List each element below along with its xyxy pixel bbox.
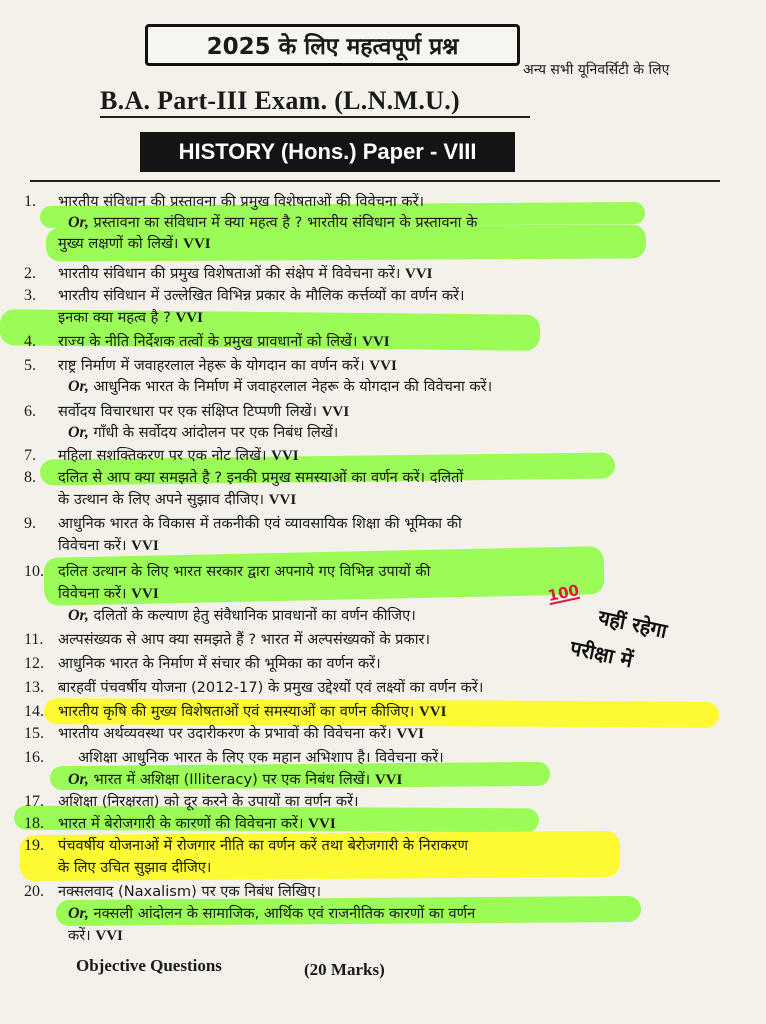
question-number: 9. xyxy=(24,515,36,532)
objective-questions-heading: Objective Questions xyxy=(76,956,222,975)
question-text: विवेचना करें। xyxy=(58,585,127,602)
vvi-tag: VVI xyxy=(418,704,447,720)
vvi-tag: VVI xyxy=(131,586,159,602)
question-text: मुख्य लक्षणों को लिखें। xyxy=(58,235,179,252)
vvi-tag: VVI xyxy=(268,492,297,508)
question-text: के लिए उचित सुझाव दीजिए। xyxy=(58,859,212,876)
question-text-line xyxy=(58,402,349,422)
side-note: अन्य सभी यूनिवर्सिटी के लिए xyxy=(523,62,670,78)
question-text: दलित उत्थान के लिए भारत सरकार द्वारा अपनाये गए विभिन्न उपायों की xyxy=(58,563,431,580)
or-label: Or, xyxy=(68,424,89,441)
or-label: Or, xyxy=(68,214,89,231)
vvi-tag: VVI xyxy=(362,334,390,350)
question-number: 5. xyxy=(24,357,36,374)
question-text: आधुनिक भारत के निर्माण में जवाहरलाल नेहरू के योगदान की विवेचना करें। xyxy=(93,378,493,395)
handwritten-note-line2: परीक्षा में xyxy=(568,635,635,673)
question-number: 6. xyxy=(24,403,36,420)
vvi-tag: VVI xyxy=(308,816,336,832)
question-text: अशिक्षा (निरक्षरता) को दूर करने के उपायों का वर्णन करें। xyxy=(58,793,359,810)
vvi-tag: VVI xyxy=(321,404,350,420)
subject-title: HISTORY (Hons.) Paper - VIII xyxy=(178,139,477,164)
question-text: भारतीय कृषि की मुख्य विशेषताओं एवं समस्याओं का वर्णन कीजिए। xyxy=(58,703,415,720)
question-text: राज्य के नीति निर्देशक तत्वों के प्रमुख प्रावधानों को लिखें। xyxy=(58,333,358,350)
alternate-question xyxy=(68,770,402,790)
question-text: भारतीय संविधान की प्रमुख विशेषताओं की संक्षेप में विवेचना करें। xyxy=(58,265,401,282)
question-text: महिला सशक्तिकरण पर एक नोट लिखें। xyxy=(58,447,267,464)
question-text: आधुनिक भारत के निर्माण में संचार की भूमिका का वर्णन करें। xyxy=(58,655,381,672)
question-number: 15. xyxy=(24,725,44,742)
question-text: प्रस्तावना का संविधान में क्या महत्व है ? भारतीय संविधान के प्रस्तावना के xyxy=(93,214,478,231)
question-text-line xyxy=(58,356,397,376)
question-text: सर्वोदय विचारधारा पर एक संक्षिप्त टिप्पणी लिखें। xyxy=(58,403,318,420)
vvi-tag: VVI xyxy=(405,266,433,282)
question-text-line xyxy=(58,264,433,284)
alternate-question xyxy=(68,423,338,443)
vvi-tag: VVI xyxy=(374,772,403,788)
question-number: 3. xyxy=(24,287,36,304)
handwritten-note-line1: यहीं रहेगा xyxy=(596,605,670,643)
question-text: भारतीय संविधान की प्रस्तावना की प्रमुख विशेषताओं की विवेचना करें। xyxy=(58,193,425,210)
divider xyxy=(30,180,720,182)
vvi-tag: VVI xyxy=(396,726,424,742)
question-text-line xyxy=(58,702,446,722)
marks-label: (20 Marks) xyxy=(304,960,385,979)
question-text: अशिक्षा आधुनिक भारत के लिए एक महान अभिशाप है। विवेचना करें। xyxy=(78,749,444,766)
subject-banner xyxy=(140,132,515,172)
vvi-tag: VVI xyxy=(183,236,211,252)
question-text-line xyxy=(58,536,159,556)
question-number: 4. xyxy=(24,333,36,350)
question-text-line xyxy=(58,234,211,254)
question-text-line xyxy=(58,332,390,352)
question-text: भारत में बेरोजगारी के कारणों की विवेचना करें। xyxy=(58,815,304,832)
question-number: 16. xyxy=(24,749,44,766)
question-text-line xyxy=(58,308,203,328)
vvi-tag: VVI xyxy=(131,538,159,554)
question-text-line xyxy=(58,584,159,604)
question-number: 13. xyxy=(24,679,44,696)
question-text-line xyxy=(68,926,123,946)
question-text: बारहवीं पंचवर्षीय योजना (2012-17) के प्रमुख उद्देश्यों एवं लक्ष्यों का वर्णन करें। xyxy=(58,679,484,696)
question-text: भारत में अशिक्षा (Illiteracy) पर एक निबंध लिखें। xyxy=(93,771,371,788)
question-number: 19. xyxy=(24,837,44,854)
vvi-tag: VVI xyxy=(369,358,397,374)
question-number: 1. xyxy=(24,193,36,210)
question-number: 11. xyxy=(24,631,44,648)
alternate-question xyxy=(68,213,477,233)
question-number: 2. xyxy=(24,265,36,282)
vvi-tag: VVI xyxy=(95,928,123,944)
question-text: के उत्थान के लिए अपने सुझाव दीजिए। xyxy=(58,491,265,508)
or-label: Or, xyxy=(68,771,89,788)
question-text: दलितों के कल्याण हेतु संवैधानिक प्रावधानों का वर्णन कीजिए। xyxy=(93,607,416,624)
vvi-tag: VVI xyxy=(175,310,203,326)
alternate-question xyxy=(68,904,475,924)
question-text-line xyxy=(58,724,424,744)
question-text-line xyxy=(58,446,299,466)
question-number: 8. xyxy=(24,469,36,486)
question-text: इनका क्या महत्व है ? xyxy=(58,309,171,326)
page-title: 2025 के लिए महत्वपूर्ण प्रश्न xyxy=(206,34,459,60)
question-number: 14. xyxy=(24,703,44,720)
divider xyxy=(100,116,530,118)
question-text: अल्पसंख्यक से आप क्या समझते हैं ? भारत में अल्पसंख्यकों के प्रकार। xyxy=(58,631,430,648)
question-text: राष्ट्र निर्माण में जवाहरलाल नेहरू के योगदान का वर्णन करें। xyxy=(58,357,365,374)
question-text: करें। xyxy=(68,927,91,944)
alternate-question xyxy=(68,606,416,626)
question-text: नक्सली आंदोलन के सामाजिक, आर्थिक एवं राजनीतिक कारणों का वर्णन xyxy=(93,905,476,922)
question-text: आधुनिक भारत के विकास में तकनीकी एवं व्यावसायिक शिक्षा की भूमिका की xyxy=(58,515,462,532)
question-number: 10. xyxy=(24,563,44,580)
or-label: Or, xyxy=(68,378,89,395)
hundred-points-icon: 100 xyxy=(546,580,581,606)
vvi-tag: VVI xyxy=(271,448,299,464)
alternate-question xyxy=(68,377,492,397)
exam-heading: B.A. Part-III Exam. (L.N.M.U.) xyxy=(100,86,460,115)
question-text: भारतीय संविधान में उल्लेखित विभिन्न प्रकार के मौलिक कर्त्तव्यों का वर्णन करें। xyxy=(58,287,465,304)
question-text: गाँधी के सर्वोदय आंदोलन पर एक निबंध लिखें। xyxy=(93,424,339,441)
question-text: पंचवर्षीय योजनाओं में रोजगार नीति का वर्णन करें तथा बेरोजगारी के निराकरण xyxy=(58,837,469,854)
or-label: Or, xyxy=(68,607,89,624)
question-number: 20. xyxy=(24,883,44,900)
question-number: 18. xyxy=(24,815,44,832)
question-number: 12. xyxy=(24,655,44,672)
question-number: 7. xyxy=(24,447,36,464)
question-text: नक्सलवाद (Naxalism) पर एक निबंध लिखिए। xyxy=(58,883,322,900)
question-text: दलित से आप क्या समझते है ? इनकी प्रमुख समस्याओं का वर्णन करें। दलितों xyxy=(58,469,464,486)
question-number: 17. xyxy=(24,793,44,810)
question-text: भारतीय अर्थव्यवस्था पर उदारीकरण के प्रभावों की विवेचना करें। xyxy=(58,725,392,742)
question-text-line xyxy=(58,814,336,834)
question-text: विवेचना करें। xyxy=(58,537,127,554)
or-label: Or, xyxy=(68,905,89,922)
question-text-line xyxy=(58,490,296,510)
page-title-box xyxy=(145,24,520,66)
